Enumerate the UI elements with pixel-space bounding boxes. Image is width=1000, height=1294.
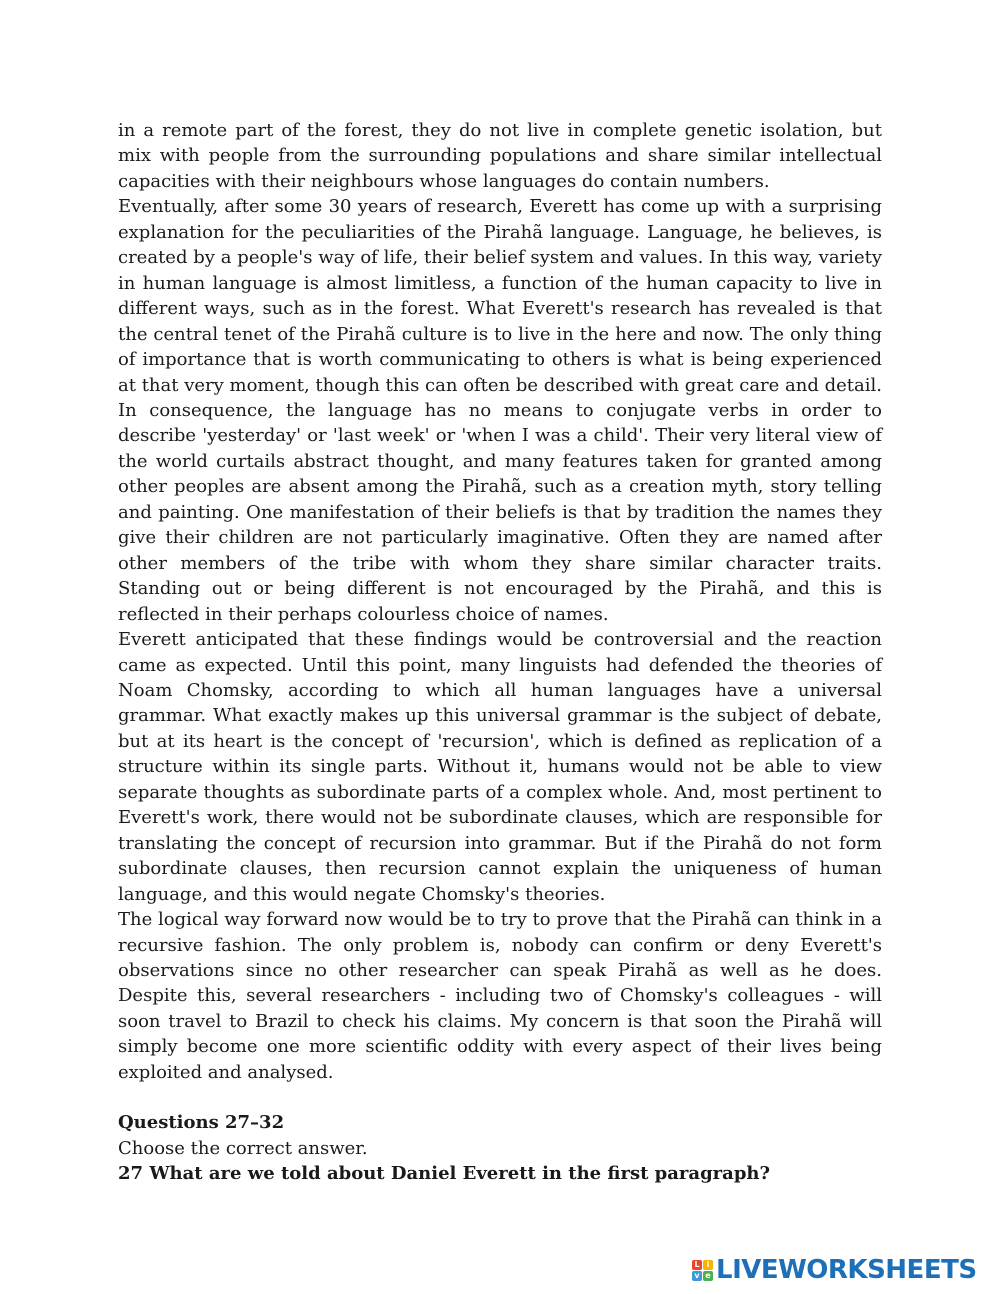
liveworksheets-logo xyxy=(692,1254,977,1286)
logo-mark-icon xyxy=(692,1260,713,1281)
logo-mark-tile: i xyxy=(703,1260,713,1270)
section-spacer xyxy=(118,1085,882,1110)
logo-mark-tile: e xyxy=(703,1271,713,1281)
logo-mark-tile: v xyxy=(692,1271,702,1281)
question-27: 27 What are we told about Daniel Everett in the first paragraph? xyxy=(118,1163,771,1185)
passage-paragraph-2: Eventually, after some 30 years of research, Everett has come up with a surprising explanation for the peculiarities of the Pirahã language. Language, he believes, is created by a people's way of life, their belief system and values. In this way, variety in human language is almost limitless, a function of the human capacity to live in different ways, such as in the forest. What Everett's research has revealed is that the central tenet of the Pirahã culture is to live in the here and now. The only thing of importance that is worth communicating to others is what is being experienced at that very moment, though this can often be described with great care and detail. In consequence, the language has no means to conjugate verbs in order to describe 'yesterday' or 'last week' or 'when I was a child'. Their very literal view of the world curtails abstract thought, and many features taken for granted among other peoples are absent among the Pirahã, such as a creation myth, story telling and painting. One manifestation of their beliefs is that by tradition the names they give their children are not particularly imaginative. Often they are named after other members of the tribe with whom they share similar character traits. Standing out or being different is not encouraged by the Pirahã, and this is reflected in their perhaps colourless choice of names. xyxy=(118,196,882,625)
passage-paragraph-4: The logical way forward now would be to try to prove that the Pirahã can think in a recursive fashion. The only problem is, nobody can confirm or deny Everett's observations since no other researcher can speak Pirahã as well as he does. Despite this, several researchers - including two of Chomsky's colleagues - will soon travel to Brazil to check his claims. My concern is that soon the Pirahã will simply become one more scientific oddity with every aspect of their lives being exploited and analysed. xyxy=(118,909,882,1083)
logo-text: LIVEWORKSHEETS xyxy=(716,1255,977,1285)
logo-mark-tile: L xyxy=(692,1260,702,1270)
passage-paragraph-3: Everett anticipated that these findings would be controversial and the reaction came as expected. Until this point, many linguists had defended the theories of Noam Chomsky, according to which all human languages have a universal grammar. What exactly makes up this universal grammar is the subject of debate, but at its heart is the concept of 'recursion', which is defined as replication of a structure within its single parts. Without it, humans would not be able to view separate thoughts as subordinate parts of a complex whole. And, most pertinent to Everett's work, there would not be subordinate clauses, which are responsible for translating the concept of recursion into grammar. But if the Pirahã do not form subordinate clauses, then recursion cannot explain the uniqueness of human language, and this would negate Chomsky's theories. xyxy=(118,629,882,905)
worksheet-content xyxy=(118,118,882,1187)
passage-paragraph-1: in a remote part of the forest, they do not live in complete genetic isolation, but mix with people from the surrounding populations and share similar intellectual capacities with their neighbours whose languages do contain numbers. xyxy=(118,120,882,192)
questions-instruction: Choose the correct answer. xyxy=(118,1137,368,1159)
questions-heading: Questions 27–32 xyxy=(118,1112,285,1134)
